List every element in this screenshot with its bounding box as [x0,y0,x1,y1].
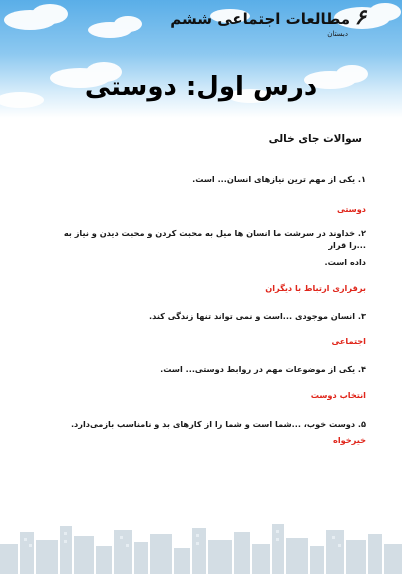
question-2-continued: داده است. [324,257,366,267]
school-level: دبستان [327,30,348,38]
question-5: ۵. دوست خوب، ...شما است و شما را از کارهای بد و نامناسب بازمی‌دارد. [70,419,366,429]
question-4: ۴. یکی از موضوعات مهم در روابط دوستی... است. [160,364,366,374]
header-title: مطالعات اجتماعی ششم [170,10,350,28]
lesson-title: درس اول: دوستی [84,72,318,102]
answer-5: خیرخواه [332,435,366,445]
city-skyline-decoration [0,514,402,574]
question-3: ۳. انسان موجودی ...است و نمی تواند تنها زندگی کند. [149,311,366,321]
section-heading: سوالات جای خالی [268,133,362,145]
answer-3: اجتماعی [331,336,366,346]
answer-1: دوستی [337,204,366,214]
grade-number: ۶ [354,4,366,29]
question-1: ۱. یکی از مهم ترین نیازهای انسان... است. [192,174,366,184]
question-2: ۲. خداوند در سرشت ما انسان ها میل به محبت کردن و محبت دیدن و نیاز به ...را قرار [63,228,366,250]
answer-2: برقراری ارتباط با دیگران [265,283,366,293]
answer-4: انتخاب دوست [310,390,366,400]
